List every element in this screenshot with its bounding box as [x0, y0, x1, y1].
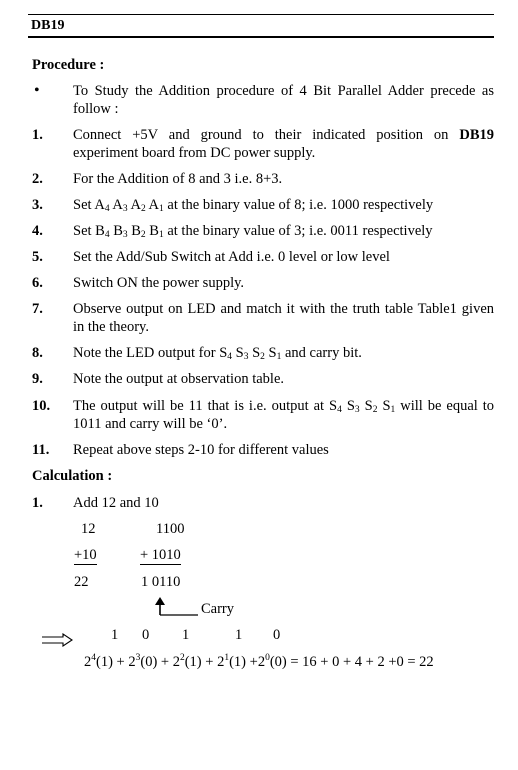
step-text-part: Note the LED output for [73, 345, 220, 361]
var-sub: 4 [104, 204, 110, 214]
implies-arrow-icon [41, 633, 73, 647]
var-sub: 3 [243, 352, 249, 362]
step-text: Set the Add/Sub Switch at Add i.e. 0 level or low level [73, 249, 390, 265]
step-text [73, 344, 494, 362]
var: B [113, 223, 123, 239]
header-title: DB19 [31, 18, 65, 33]
var-sub: 2 [140, 204, 146, 214]
var: A [130, 197, 141, 213]
carry-label: Carry [201, 601, 235, 617]
board-name: DB19 [459, 127, 494, 143]
eq-exp: 2 [179, 653, 185, 663]
eq-coef: (1) [229, 654, 246, 670]
eq-exp: 4 [91, 653, 96, 663]
eq-base: 2 [217, 654, 225, 670]
header-rule-top [28, 14, 494, 15]
step-text: Repeat above steps 2-10 for different values [73, 442, 329, 458]
carry-arrow-icon [152, 596, 200, 618]
var: A [148, 197, 160, 213]
var: S [268, 345, 277, 361]
decimal-operand-a: 12 [81, 521, 96, 537]
var: A [112, 197, 123, 213]
step-text: Add 12 and 10 [73, 495, 159, 511]
step-number: 3. [32, 197, 43, 213]
eq-base: 2 [257, 654, 266, 670]
eq-exp: 0 [265, 653, 270, 663]
eq-result: = 16 + 0 + 4 + 2 +0 = 22 [290, 654, 434, 670]
step-text-part: Set [73, 197, 95, 213]
var-sub: 4 [227, 352, 233, 362]
eq-coef: (1) [184, 654, 202, 670]
result-bit: 0 [273, 627, 281, 643]
var: A [94, 197, 105, 213]
eq-coef: (1) [96, 654, 113, 670]
eq-exp: 3 [135, 653, 141, 663]
step-text: Observe output on LED and match it with the truth table Table1 given in the theory. [73, 301, 494, 335]
step-text-part: and carry bit. [281, 345, 362, 361]
header-rule-bottom [28, 36, 494, 38]
var: S [346, 398, 355, 414]
var-sub: 2 [372, 405, 378, 415]
step-number: 4. [32, 223, 43, 239]
var-sub: 3 [122, 230, 128, 240]
step-number: 8. [32, 345, 43, 361]
intro-text: To Study the Addition procedure of 4 Bit Parallel Adder precede as follow : [73, 83, 494, 117]
var: B [95, 223, 105, 239]
eq-base: 2 [84, 654, 92, 670]
step-text-part: at the binary value of 3; i.e. 0011 respectively [163, 223, 433, 239]
step-number: 7. [32, 301, 43, 317]
var-sub: 3 [354, 405, 360, 415]
result-bit: 0 [142, 627, 150, 643]
var: B [131, 223, 141, 239]
step-text: Note the output at observation table. [73, 371, 285, 387]
var-sub: 2 [260, 352, 265, 362]
result-bit: 1 [182, 627, 190, 643]
var: S [329, 398, 338, 414]
decimal-operand-b: +10 [74, 547, 97, 563]
eq-coef: (0) [269, 654, 287, 670]
step-number: 6. [32, 275, 43, 291]
expansion-equation: $2^4(1) + 2^3(0) + 2^2(1) + 2^1(1) +2^0(0) = 16 + 0 + 4 + 2 +0 = 22$ [84, 653, 434, 670]
step-number: 11. [32, 442, 50, 458]
eq-base: 2 [128, 654, 136, 670]
binary-operand-a: 1100 [156, 521, 185, 537]
step-number: 1. [32, 495, 43, 511]
step-text [73, 126, 494, 162]
var: S [219, 345, 228, 361]
bullet-icon: • [34, 82, 40, 99]
procedure-heading: Procedure : [32, 57, 105, 73]
var: S [235, 345, 244, 361]
result-bit: 1 [111, 627, 119, 643]
var: B [149, 223, 159, 239]
step-number: 5. [32, 249, 43, 265]
step-text-part: Connect +5V and ground to their indicated position on [73, 127, 460, 143]
var-sub: 1 [159, 204, 164, 214]
step-text-part: experiment board from DC power supply. [73, 145, 316, 161]
step-text [73, 222, 494, 240]
result-bit: 1 [235, 627, 243, 643]
step-text-part: at the binary value of 8; i.e. 1000 respectively [163, 197, 434, 213]
binary-sum: 1 0110 [141, 574, 181, 590]
var-sub: 2 [140, 230, 146, 240]
var-sub: 4 [337, 405, 342, 415]
eq-exp: 1 [224, 653, 230, 663]
eq-base: 2 [172, 654, 180, 670]
var-sub: 1 [158, 230, 164, 240]
step-number: 1. [32, 127, 43, 143]
calculation-heading: Calculation : [32, 468, 113, 484]
eq-coef: (0) [140, 654, 158, 670]
var: S [364, 398, 373, 414]
var-sub: 1 [276, 352, 282, 362]
step-text: Switch ON the power supply. [73, 275, 245, 291]
var: S [252, 345, 261, 361]
step-number: 10. [32, 398, 51, 414]
step-text-part: will be equal to 1011 and carry will be ‘0’. [73, 398, 495, 432]
var-sub: 3 [122, 204, 128, 214]
step-number: 9. [32, 371, 43, 387]
binary-operand-b: + 1010 [140, 547, 181, 563]
var-sub: 1 [390, 405, 396, 415]
step-text [73, 196, 494, 214]
step-text-part: Set [73, 223, 96, 239]
decimal-sum: 22 [74, 574, 89, 590]
var: S [382, 398, 391, 414]
var-sub: 4 [104, 230, 110, 240]
step-text [73, 397, 494, 433]
step-number: 2. [32, 171, 43, 187]
step-text-part: The output will be 11 that is i.e. output at [73, 398, 330, 414]
step-text: For the Addition of 8 and 3 i.e. 8+3. [73, 171, 283, 187]
